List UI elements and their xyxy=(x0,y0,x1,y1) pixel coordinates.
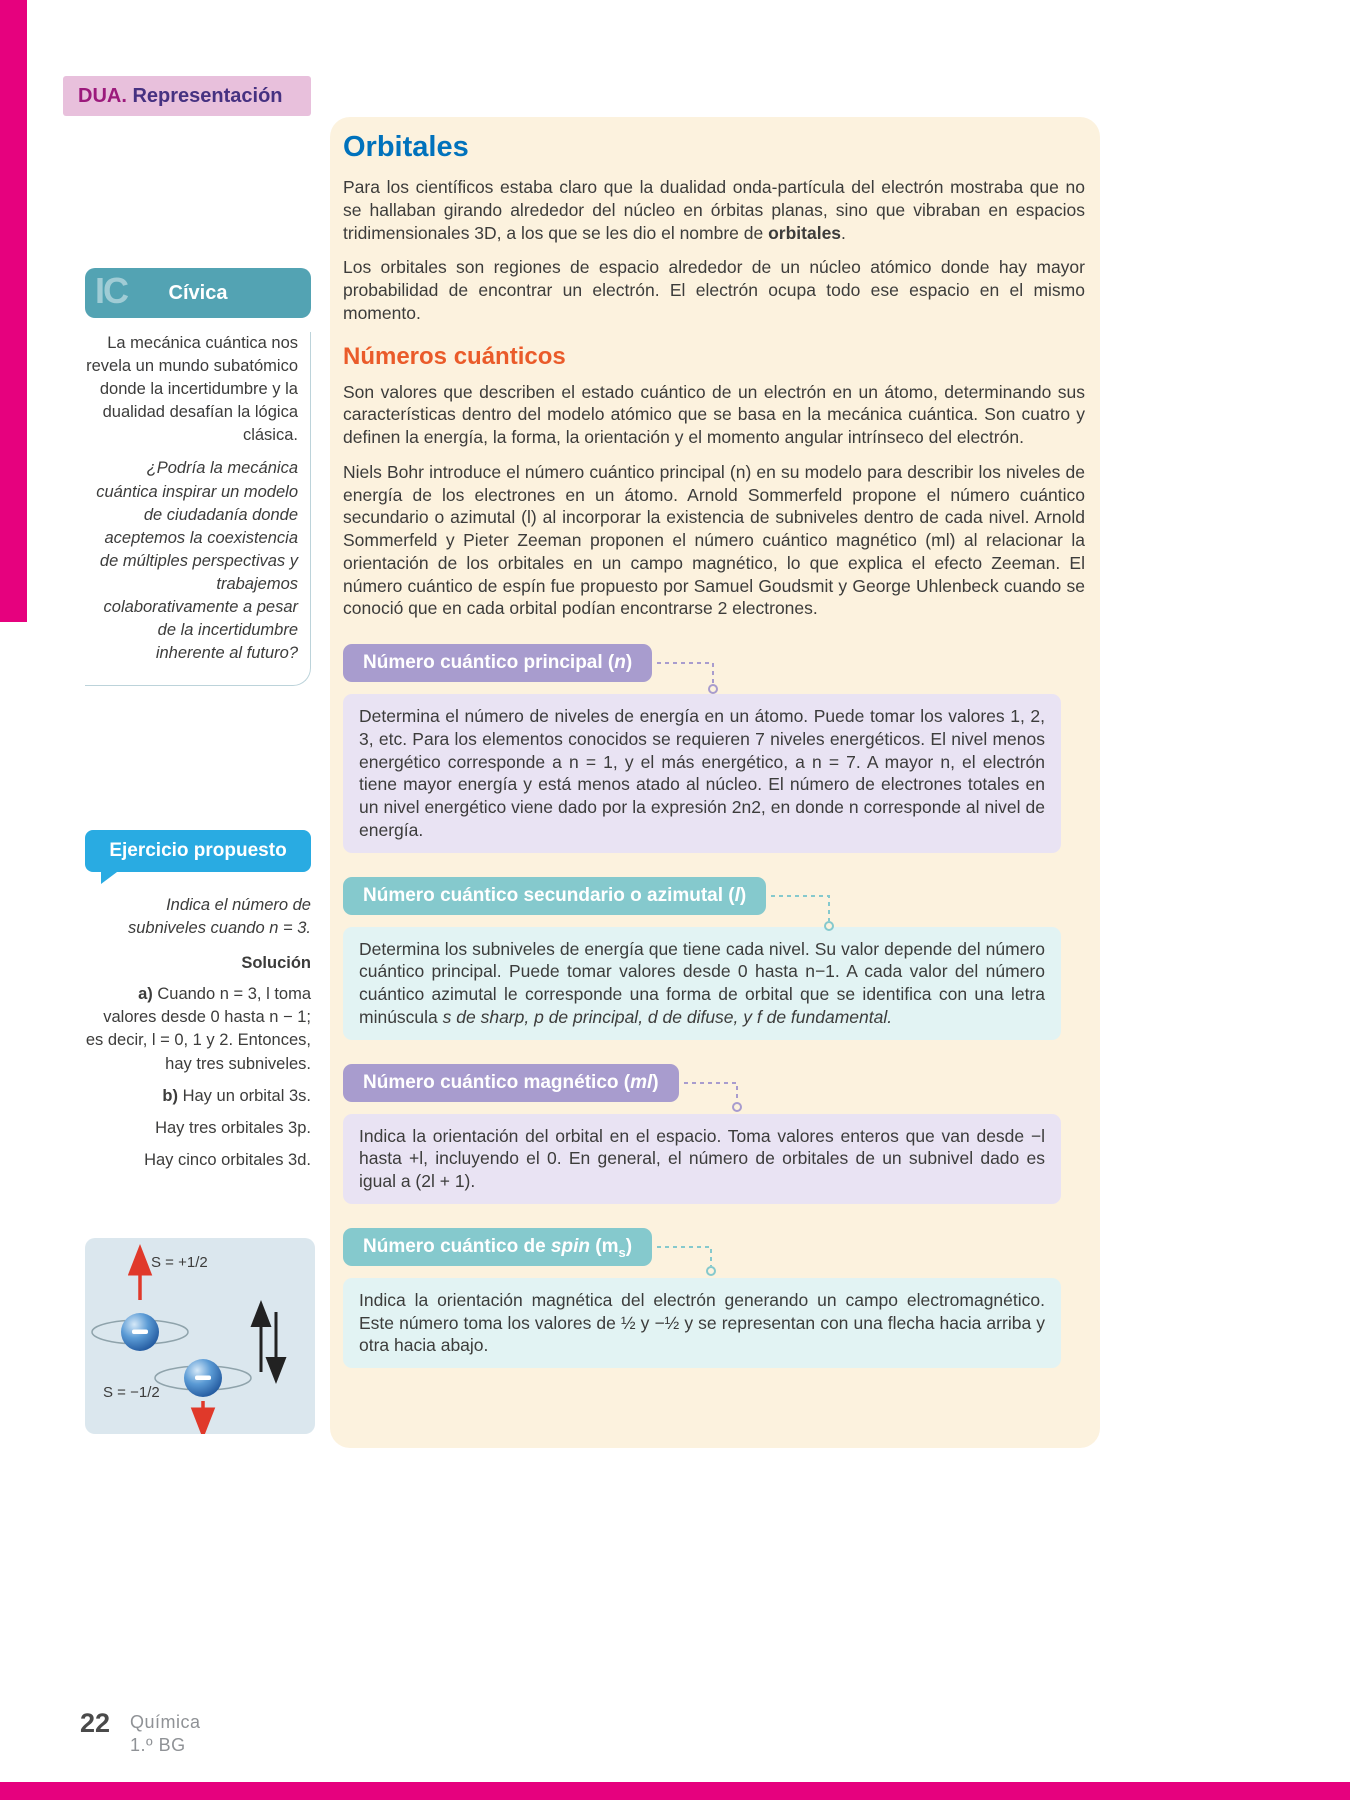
infobox-principal xyxy=(343,694,1061,853)
p1-bold: orbitales xyxy=(768,222,842,243)
main-content-panel xyxy=(330,117,1100,1448)
banner2-post: ) xyxy=(739,884,747,906)
card-row-spin xyxy=(343,1228,1085,1266)
card-row-principal xyxy=(343,644,1085,682)
civica-text: La mecánica cuántica nos revela un mundo subatómico donde la incertidumbre y la dualidad desafían la lógica clásica. xyxy=(86,334,298,445)
banner2-symbol: l xyxy=(734,884,740,906)
infobox-magnetico xyxy=(343,1114,1061,1204)
paragraph-numeros-1: Son valores que describen el estado cuántico de un electrón en un átomo, determinando sus características dentro del modelo atómico que se basa en la mecánica cuántica. Son cuatro y definen la energía, la forma, la orientación y el momento angular intrínseco del electrón. xyxy=(343,381,1085,447)
ejercicio-header: Ejercicio propuesto xyxy=(85,830,311,872)
p1-post: . xyxy=(841,222,846,243)
dua-subtext: Representación xyxy=(126,84,283,107)
infobox-principal-text: Determina el número de niveles de energía en un átomo. Puede tomar los valores 1, 2, 3, etc. Para los elementos conocidos se requieren 7 niveles energéticos. El nivel menos energético corresponde a n = 1, y el más energético, a n = 7. A mayor n, el electrón tiene mayor energía y está menos atado al núcleo. El número de electrones totales en un nivel energético viene dado por la expresión 2n2, en donde n corresponde al nivel de energía. xyxy=(359,706,1045,840)
paragraph-orbitales-2: Los orbitales son regiones de espacio alrededor de un núcleo atómico donde hay mayor probabilidad de encontrar un electrón. El electrón ocupa todo ese espacio en el mismo momento. xyxy=(343,257,1085,323)
spin-up-label: S = +1/2 xyxy=(151,1254,208,1271)
banner-numero-principal xyxy=(343,644,652,682)
ic-logo-icon: IC xyxy=(95,270,127,311)
civica-question: ¿Podría la mecánica cuántica inspirar un modelo de ciudadanía donde aceptemos la coexistencia de múltiples perspectivas y trabajemos colaborativamente a pesar de la incertidumbre inherente al futuro? xyxy=(96,459,298,663)
page-title: Orbitales xyxy=(343,131,469,163)
infobox-spin xyxy=(343,1278,1061,1368)
card-row-magnetico xyxy=(343,1064,1085,1102)
dotted-connector-icon xyxy=(655,1228,745,1280)
infobox-magnetico-text: Indica la orientación del orbital en el espacio. Toma valores enteros que van desde −l hasta +l, incluyendo el 0. En general, el número de orbitales de un subnivel dado es igual a (2l + 1). xyxy=(359,1125,1045,1191)
banner4-subscript: s xyxy=(618,1244,626,1260)
solution-label: Solución xyxy=(241,954,311,973)
infobox-azimutal-italic: s de sharp, p de principal, d de difuse, y f de fundamental. xyxy=(442,1006,893,1027)
banner3-post: ) xyxy=(652,1071,659,1093)
p1-pre: Para los científicos estaba claro que la dualidad onda-partícula del electrón mostraba que no se hallaban girando alrededor del núcleo en órbitas planas, sino que vibraban en espacios tridimensionales 3D, a los que se les dio el nombre de xyxy=(343,177,1085,243)
dua-label xyxy=(63,76,311,116)
banner2-pre: Número cuántico secundario o azimutal ( xyxy=(363,884,735,906)
ejercicio-propuesto-box xyxy=(85,830,311,1181)
ejercicio-prompt: Indica el número de subniveles cuando n = 3. xyxy=(127,896,311,938)
bottom-accent-bar xyxy=(0,1782,1350,1800)
infobox-azimutal xyxy=(343,927,1061,1040)
banner-numero-magnetico xyxy=(343,1064,679,1102)
infobox-spin-text: Indica la orientación magnética del electrón generando un campo electromagnético. Este número toma los valores de ½ y −½ y se representan con una flecha hacia arriba y otra hacia abajo. xyxy=(359,1289,1045,1356)
civica-body xyxy=(85,332,311,686)
dua-text: DUA. xyxy=(78,84,127,107)
footer-meta xyxy=(130,1708,201,1756)
left-accent-bar xyxy=(0,0,27,622)
banner-numero-spin xyxy=(343,1228,652,1266)
banner1-symbol: n xyxy=(614,652,626,673)
banner1-post: ) xyxy=(625,652,633,673)
item-a-text: Cuando n = 3, l toma valores desde 0 hasta n − 1; es decir, l = 0, 1 y 2. Entonces, hay tres subniveles. xyxy=(85,985,311,1073)
banner4-symbol: spin xyxy=(550,1235,590,1257)
minus-sign-bottom xyxy=(195,1376,211,1381)
banner1-pre: Número cuántico principal ( xyxy=(363,652,615,673)
solution-item-b xyxy=(85,1085,311,1108)
section-heading-numeros-cuanticos: Números cuánticos xyxy=(343,342,566,370)
footer-subject: Química xyxy=(130,1712,201,1732)
spin-down-label: S = −1/2 xyxy=(103,1384,160,1401)
banner4-pre: Número cuántico de xyxy=(363,1235,551,1257)
banner3-symbol: ml xyxy=(630,1071,653,1093)
banner3-pre: Número cuántico magnético ( xyxy=(363,1071,631,1093)
banner4-end: ) xyxy=(625,1235,633,1257)
civica-header xyxy=(85,268,311,318)
infobox-azimutal-text: Determina los subniveles de energía que tiene cada nivel. Su valor depende del número cuántico principal. Puede tomar valores desde 0 hasta n−1. A cada valor del número cuántico azimutal le corresponde una forma de orbital que se identifica con una letra minúscula xyxy=(359,938,1045,1027)
paragraph-numeros-2: Niels Bohr introduce el número cuántico principal (n) en su modelo para describir los niveles de energía de los electrones en un átomo. Arnold Sommerfeld propone el número cuántico secundario o azimutal (l) al incorporar la existencia de subniveles dentro de cada nivel. Arnold Sommerfeld y Pieter Zeeman proponen el número cuántico magnético (ml) al relacionar la orientación de los orbitales en un campo magnético, lo que explica el efecto Zeeman. El número cuántico de espín fue propuesto por Samuel Goudsmit y George Uhlenbeck cuando se conoció que en cada orbital podían encontrarse 2 electrones. xyxy=(343,461,1085,619)
dotted-connector-icon xyxy=(682,1064,772,1116)
card-row-azimutal xyxy=(343,877,1085,915)
civica-sidebar-box xyxy=(85,268,311,686)
page-footer xyxy=(80,1708,201,1756)
item-b-label: b) xyxy=(162,1086,183,1105)
dotted-connector-icon xyxy=(769,877,859,933)
electron-spin-figure xyxy=(85,1238,315,1434)
solution-line-3p: Hay tres orbitales 3p. xyxy=(155,1118,311,1137)
item-a-label: a) xyxy=(138,985,158,1004)
dotted-connector-icon xyxy=(655,644,745,696)
solution-item-a xyxy=(85,983,311,1075)
minus-sign-top xyxy=(132,1330,148,1335)
solution-line-3d: Hay cinco orbitales 3d. xyxy=(144,1150,311,1169)
footer-grade: 1.º BG xyxy=(130,1734,186,1755)
civica-title: Cívica xyxy=(168,281,228,304)
item-b-text: Hay un orbital 3s. xyxy=(182,1086,311,1105)
banner4-post: (m xyxy=(589,1235,619,1257)
paragraph-orbitales-1 xyxy=(343,176,1085,244)
banner-numero-azimutal xyxy=(343,877,766,915)
page-number: 22 xyxy=(80,1708,111,1738)
